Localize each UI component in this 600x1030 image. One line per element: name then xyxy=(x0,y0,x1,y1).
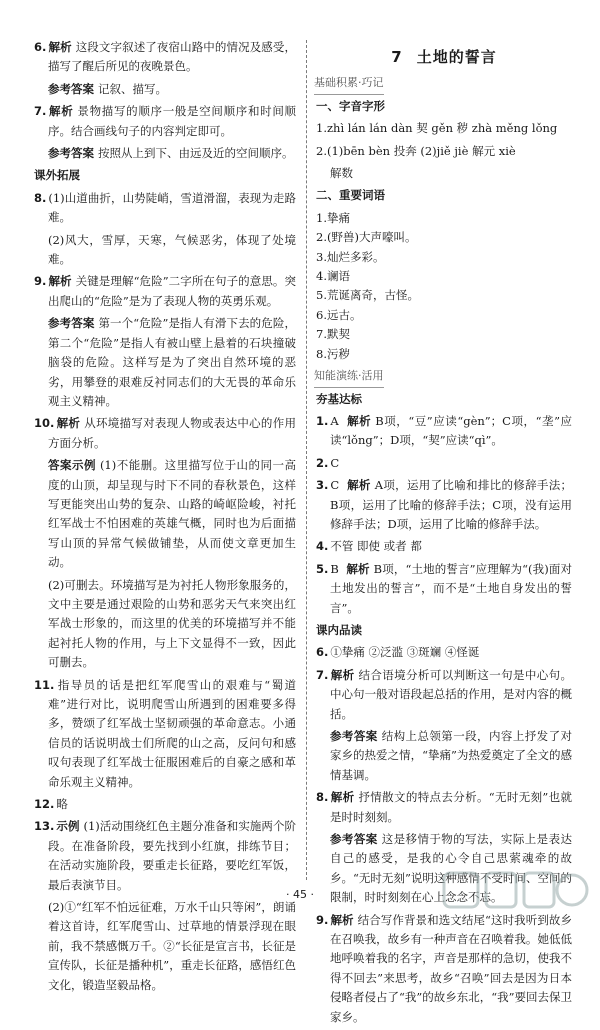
vocab-item: 7.默契 xyxy=(316,327,350,342)
answer-13-part2: (2)①“红军不怕远征难，万水千山只等闲”，朗诵着这首诗，红军爬雪山、过草地的情景浮现在眼前，我不禁感慨万千。②“长征是宣言书，长征是宣传队，长征是播种机”，重走长征路，感悟红色文化，锻造坚毅品格。 xyxy=(48,900,296,992)
answer-7-ref: 参考答案 按照从上到下、由远及近的空间顺序。 xyxy=(48,146,294,161)
pron-line-2: 2.(1)bēn bèn 投奔 (2)jiě jiè 解元 xiè xyxy=(316,143,516,158)
practice-answer-5: 5. B 解析 B项，“土地的誓言”应理解为“(我)面对土地发出的誓言”，而不是“土地自身发出的誓言”。 xyxy=(316,561,573,615)
answer-10-example-2: (2)可删去。环境描写是为衬托人物形象服务的，文中主要是通过艰险的山势和恶劣天气来突出红军战士形象的，而这里的优美的环境描写并不能起衬托人物的作用，与上下文显得不一致，因此可删去。 xyxy=(48,577,296,670)
vocab-item: 6.远古。 xyxy=(316,307,362,322)
section-heading-extension: 课外拓展 xyxy=(34,168,80,183)
answer-7: 7. 解析 景物描写的顺序一般是空间顺序和时间顺序。结合画线句子的内容判定即可。 xyxy=(34,104,297,138)
page-number: · 45 · xyxy=(286,888,314,901)
answer-11: 11. 指导员的话是把红军爬雪山的艰难与“蜀道难”进行对比，说明爬雪山所遇到的困难要多得多，赞颂了红军战士坚韧顽强的革命意志。小通信员的话说明战士们所爬的山之高，反问句和感叹句表现了红军战士征服困难后的自豪之感和革命乐观主义精神。 xyxy=(34,677,296,789)
answer-10: 10. 解析 从环境描写对表现人物或表达中心的作用方面分析。 xyxy=(34,416,296,450)
heading-pronunciation: 一、字音字形 xyxy=(316,98,385,113)
practice-answer-1: 1. A 解析 B项，“豆”应读“gèn”；C项，“垄”应读“lǒng”；D项，“契”应读“qì”。 xyxy=(316,413,573,448)
answer-8-part2: (2)风大，雪厚，天寒，气候恶劣，体现了处境难。 xyxy=(48,232,296,267)
practice-answer-3: 3. C 解析 A项，运用了比喻和排比的修辞手法；B项，运用了比喻的修辞手法；C项，没有运用修辞手法；D项，运用了比喻的修辞手法。 xyxy=(316,478,573,531)
answer-8: 8. (1)山道曲折，山势陡峭，雪道滑溜，表现为走路难。 xyxy=(34,190,296,225)
chapter-title: 7 土地的誓言 xyxy=(391,48,497,66)
answer-6-ref: 参考答案 记叙、描写。 xyxy=(48,81,167,96)
left-column xyxy=(34,38,296,998)
subsection-basic: 基础积累·巧记 xyxy=(314,73,572,94)
pron-line-3: 解数 xyxy=(330,166,353,181)
answer-9: 9. 解析 关键是理解“危险”二字所在句子的意思。突出爬山的“危险”是为了表现人物的英勇乐观。 xyxy=(34,274,297,308)
practice-answer-2: 2. C xyxy=(316,455,340,470)
vocab-item: 4.谰语 xyxy=(316,269,350,284)
reading-answer-7: 7. 解析 结合语境分析可以判断这一句是中心句。中心句一般对语段起总括的作用，是对内容的概括。 xyxy=(316,667,573,721)
subsection-practice: 知能演练·活用 xyxy=(314,366,572,387)
vocab-item: 3.灿烂多彩。 xyxy=(316,249,385,264)
practice-answer-4: 4. 不管 即使 或者 都 xyxy=(316,539,422,554)
reading-answer-7-ref: 参考答案 结构上总领第一段，内容上抒发了对家乡的热爱之情，“挚痛”为热爱奠定了全文的感情基调。 xyxy=(330,729,573,782)
answer-6: 6. 解析 这段文字叙述了夜宿山路中的情况及感受，描写了醒后所见的夜晚景色。 xyxy=(34,40,297,74)
reading-answer-8-ref: 参考答案 这是移情于物的写法，实际上是表达自己的感受，是我的心令自己思萦魂牵的故乡。“无时无刻”说明这种感情不受时间、空间的限制，时时刻刻在心上念念不忘。 xyxy=(330,832,573,905)
vocab-list xyxy=(316,209,572,364)
reading-answer-8: 8. 解析 抒情散文的特点去分析。“无时无刻”也就是时时刻刻。 xyxy=(316,790,573,824)
vocab-item: 8.污秽 xyxy=(316,346,350,361)
pron-line-1: 1.zhì lán lán dàn 契 gěn 秽 zhà měng lǒng xyxy=(316,121,558,136)
vocab-item: 2.(野兽)大声嚎叫。 xyxy=(316,230,417,245)
column-divider xyxy=(306,40,307,880)
answer-10-example: 答案示例 (1)不能删。这里描写位于山的同一高度的山顶，却呈现与时下不同的春秋景色，这样写更能突出山势的复杂、山路的崎岖险峻，衬托红军战士不怕困难的英雄气概，同时也为后面描写山顶的异常气候做铺垫，从而使文章更加生动。 xyxy=(48,458,296,570)
heading-basic-practice: 夯基达标 xyxy=(316,391,362,406)
reading-answer-6: 6. ①挚痛 ②泛滥 ③斑斓 ④怪诞 xyxy=(316,645,480,660)
answer-12: 12. 略 xyxy=(34,797,68,812)
heading-in-class-reading: 课内品读 xyxy=(316,622,362,637)
vocab-item: 5.荒诞离奇，古怪。 xyxy=(316,288,419,303)
heading-vocabulary: 二、重要词语 xyxy=(316,188,385,203)
answer-13: 13. 示例 (1)活动围绕红色主题分准备和实施两个阶段。在准备阶段，要先找到小红旗，排练节目；在活动实施阶段，要重走长征路，要吃红军饭，最后表演节目。 xyxy=(34,819,296,892)
vocab-item: 1.挚痛 xyxy=(316,210,350,225)
answer-9-ref: 参考答案 第一个“危险”是指人有滑下去的危险，第二个“危险”是指人有被山壁上悬着的石块撞破脑袋的危险。这样写是为了突出自然环境的恶劣，用攀登的艰难反衬同志们的大无畏的革命乐观主义精神。 xyxy=(48,316,297,408)
watermark-logo xyxy=(442,867,592,913)
reading-answer-9: 9. 解析 结合写作背景和选文结尾“这时我听到故乡在召唤我，故乡有一种声音在召唤着我。她低低地呼唤着我的名字，声音是那样的急切，使我不得不回去”来思考，故乡“召唤”回去是因为日本侵略者侵占了“我”的故乡东北，“我”要回去保卫家乡。 xyxy=(316,912,573,1024)
